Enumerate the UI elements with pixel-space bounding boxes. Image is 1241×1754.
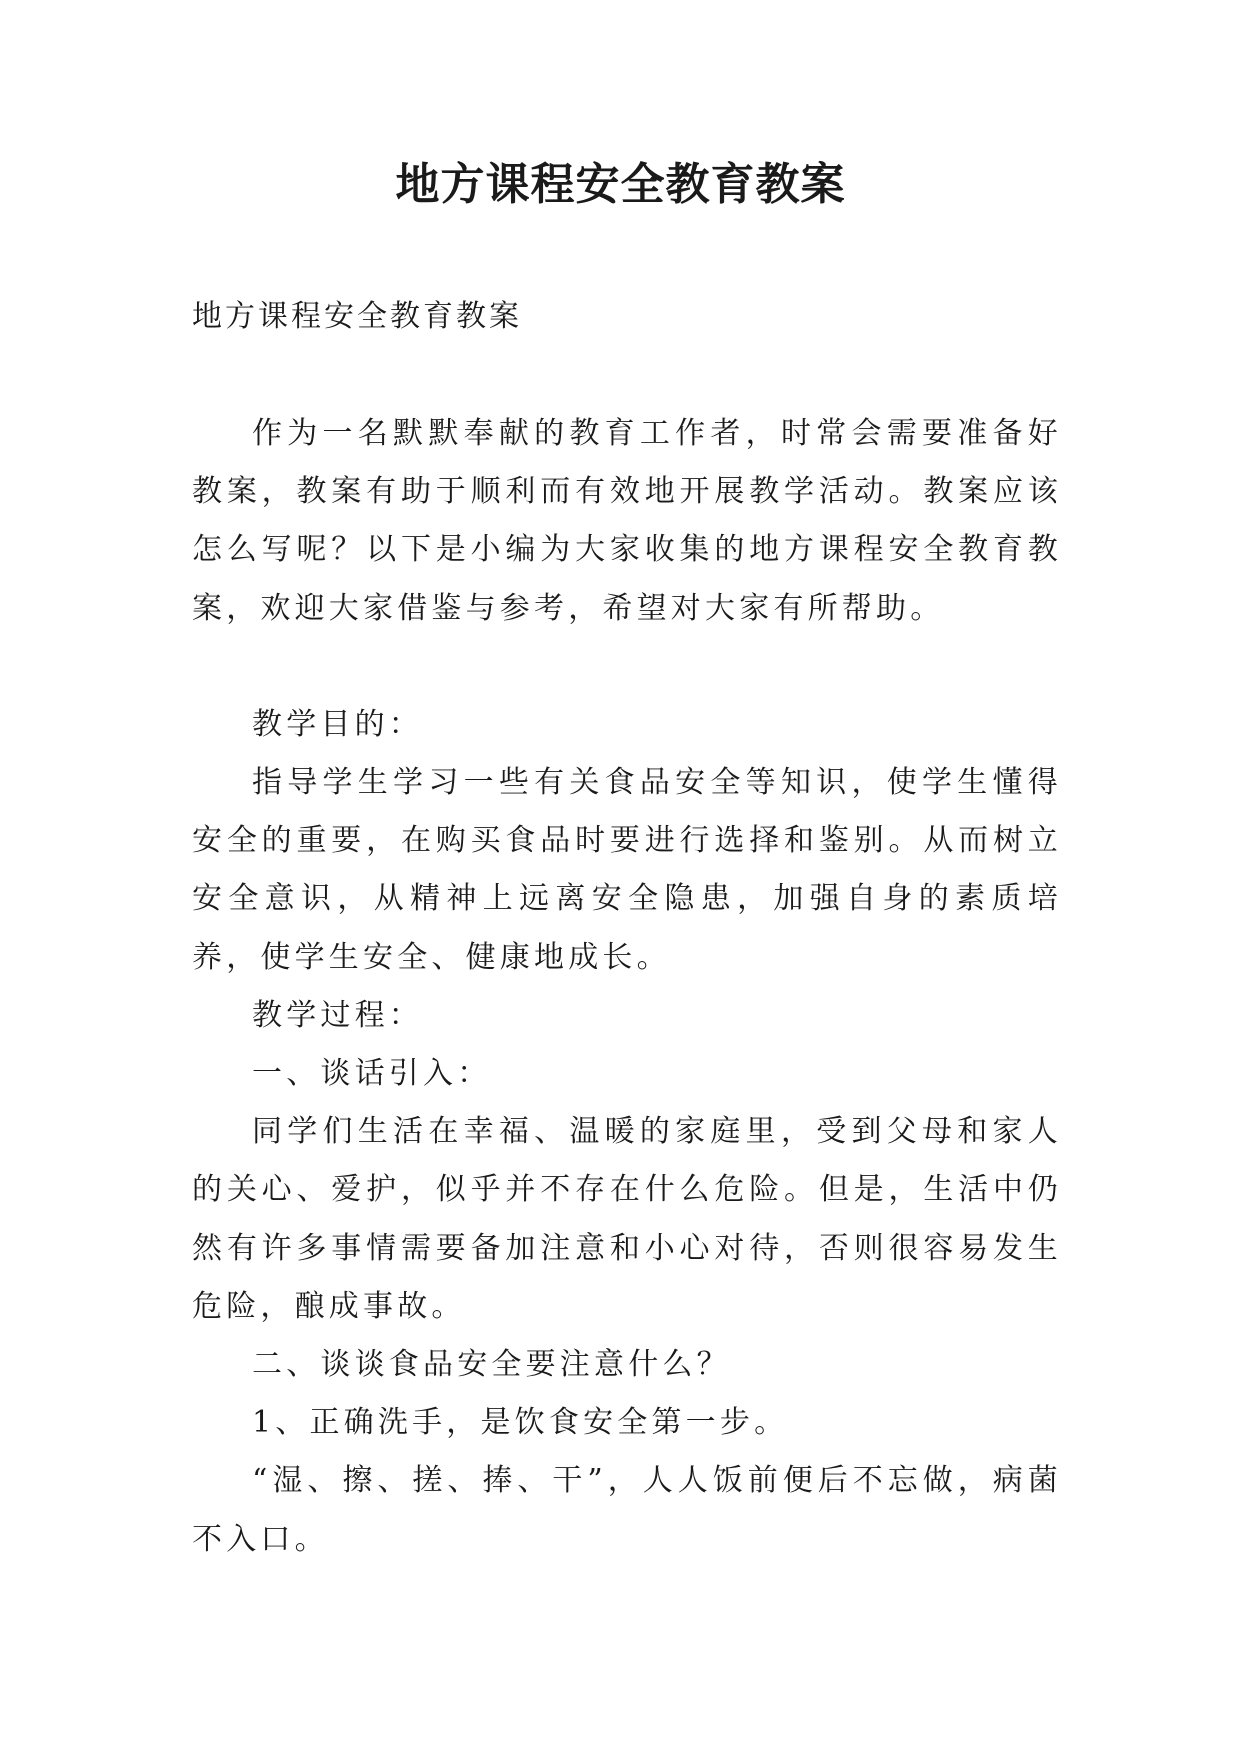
introduction-paragraph: 同学们生活在幸福、温暖的家庭里，受到父母和家人的关心、爱护，似乎并不存在什么危险。但是，生活中仍然有许多事情需要备加注意和小心对待，否则很容易发生危险，酿成事故。	[192, 1114, 1062, 1324]
document-body	[192, 405, 1062, 1569]
section-heading-teaching-goal: 教学目的：	[252, 706, 423, 742]
section-heading-food-safety: 二、谈谈食品安全要注意什么？	[252, 1347, 731, 1383]
section-heading-introduction: 一、谈话引入：	[252, 1056, 492, 1092]
document-title: 地方课程安全教育教案	[395, 159, 846, 210]
intro-paragraph: 作为一名默默奉献的教育工作者，时常会需要准备好教案，教案有助于顺利而有效地开展教学活动。教案应该怎么写呢？以下是小编为大家收集的地方课程安全教育教案，欢迎大家借鉴与参考，希望对大家有所帮助。	[192, 416, 1062, 626]
document-subtitle: 地方课程安全教育教案	[192, 299, 522, 334]
hand-washing-paragraph: “湿、擦、搓、捧、干”，人人饭前便后不忘做，病菌不入口。	[192, 1463, 1062, 1557]
section-heading-teaching-process: 教学过程：	[252, 997, 423, 1033]
list-item-hand-washing: 1、正确洗手，是饮食安全第一步。	[252, 1405, 789, 1441]
teaching-goal-paragraph: 指导学生学习一些有关食品安全等知识，使学生懂得安全的重要，在购买食品时要进行选择和鉴别。从而树立安全意识，从精神上远离安全隐患，加强自身的素质培养，使学生安全、健康地成长。	[192, 765, 1062, 975]
